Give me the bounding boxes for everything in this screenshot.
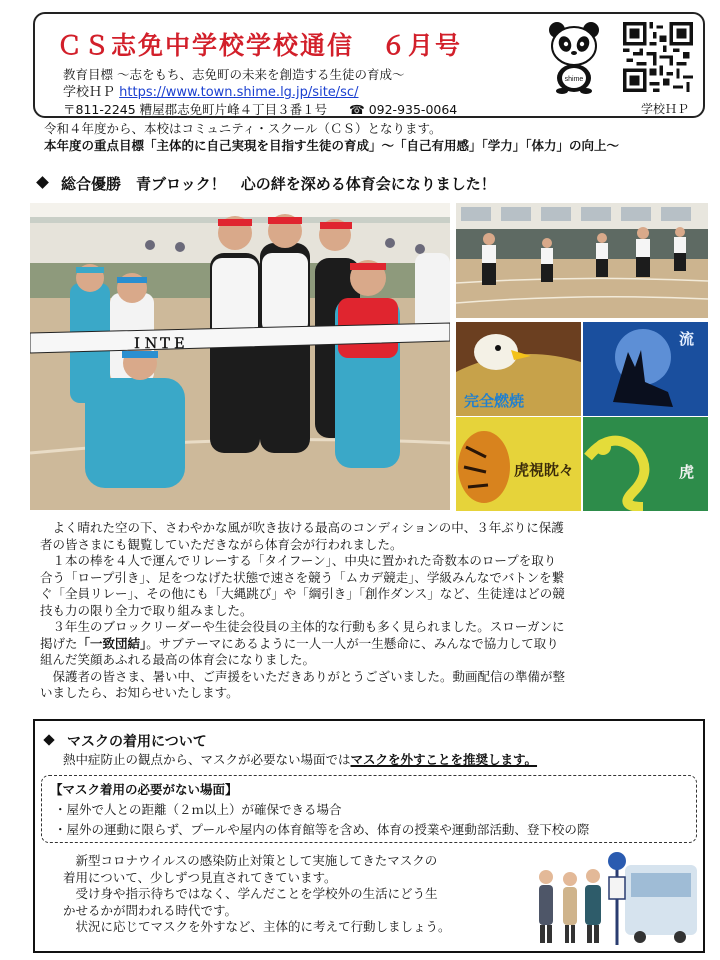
school-hp-line xyxy=(63,81,358,100)
slogan-text: 「一致団結」 xyxy=(77,635,147,651)
mask-not-needed-box xyxy=(41,775,697,843)
mask-not-needed-title: 【マスク着用の必要がない場面】 xyxy=(50,782,238,797)
mask-heading xyxy=(45,731,207,751)
mask-intro: 熱中症防止の観点から、マスクが必要ない場面ではマスクを外すことを推奨します。 xyxy=(63,752,538,767)
school-hp-link[interactable]: https://www.town.shime.lg.jp/site/sc/ xyxy=(119,85,359,100)
mask-paragraph: 新型コロナウイルスの感染防止対策として実施してきたマスクの 着用について、少しずつ見直されてきています。 受け身や指示待ちではなく、学んだことを学校外の生活にどう生 かせるかが問われる時代です。 状況に応じてマスクを外すなど、主体的に考えて行動しましょう。 xyxy=(63,853,451,934)
article-line: いましたら、お知らせいたします。 xyxy=(40,685,239,700)
newsletter-header xyxy=(33,12,705,118)
sports-festival-article xyxy=(40,520,712,702)
wolf-flag-image xyxy=(583,322,708,416)
list-item: ・屋外で人との距離（２ｍ以上）が確保できる場合 xyxy=(54,802,342,817)
hp-label: 学校ＨＰ xyxy=(63,85,116,100)
mask-recommendation: マスクを外すことを推奨します。 xyxy=(350,752,538,767)
school-address: 〒811-2245 糟屋郡志免町片峰４丁目３番１号 xyxy=(63,102,328,117)
panda-mascot-icon xyxy=(543,20,605,94)
cs-announcement: 令和４年度から、本校はコミュニティ・スクール（ＣＳ）となります。 xyxy=(44,121,442,136)
newsletter-title: ＣＳ志免中学校学校通信 ６月号 xyxy=(57,31,463,60)
svg-text:虎視眈々: 虎視眈々 xyxy=(514,461,575,479)
finish-tape-text: ＩＮＴＥ xyxy=(130,335,186,351)
qr-caption: 学校ＨＰ xyxy=(640,102,689,116)
svg-text:shime: shime xyxy=(564,76,584,83)
relay-race-photo xyxy=(456,203,708,318)
school-address-line xyxy=(63,100,457,118)
article-line: 合う「ロープ引き」、足をつなげた状態で速さを競う「ムカデ競走」、学級みんなでバトンを繋 xyxy=(40,569,565,585)
sports-festival-heading-text: 総合優勝 青ブロック！ 心の絆を深める体育会になりました！ xyxy=(61,175,496,193)
svg-text:流: 流 xyxy=(679,330,695,348)
article-line: 掲げた「一致団結」。サブテーマにあるように一人一人が一生懸命に、みんなで協力して取り xyxy=(40,635,559,651)
article-line: 保護者の皆さま、暑い中、ご声援をいただきありがとうございました。動画配信の準備が整 xyxy=(40,668,566,684)
tiger-flag-image xyxy=(456,417,581,511)
article-line: 組んだ笑顔あふれる最高の体育会になりました。 xyxy=(40,652,316,667)
school-phone: ☎ 092-935-0064 xyxy=(349,102,458,117)
article-line: ぐ「全員リレー」、その他にも「大縄跳び」や「綱引き」「創作ダンス」など、生徒達はどの競 xyxy=(40,586,565,601)
svg-text:虎: 虎 xyxy=(679,463,695,481)
tug-race-photo xyxy=(30,203,450,510)
mask-heading-text: マスクの着用について xyxy=(67,734,207,750)
sports-festival-heading xyxy=(38,173,496,194)
article-line: よく晴れた空の下、さわやかな風が吹き抜ける最高のコンディションの中、３年ぶりに保護 xyxy=(40,520,564,535)
svg-text:完全燃焼: 完全燃焼 xyxy=(464,392,525,410)
bus-stop-illustration xyxy=(525,845,697,947)
dragon-flag-image xyxy=(583,417,708,511)
list-item: ・屋外の運動に限らず、プールや屋内の体育館等を含め、体育の授業や運動部活動、登下校の際 xyxy=(54,822,590,837)
article-line: １本の棒を４人で運んでリレーする「タイフーン」、中央に置かれた奇数本のロープを取り xyxy=(40,553,557,568)
article-line: 技も力の限り全力で取り組みました。 xyxy=(40,602,253,618)
diamond-bullet-icon xyxy=(43,734,54,745)
eagle-flag-image xyxy=(456,322,581,416)
qr-code-icon[interactable] xyxy=(623,22,693,92)
article-line: 者の皆さまにも観覧していただきながら体育会が行われました。 xyxy=(40,536,403,552)
article-line: ３年生のブロックリーダーや生徒会役員の主体的な行動も多く見られました。スローガンに xyxy=(40,619,565,634)
mask-guidance-box xyxy=(33,719,705,953)
education-goal: 教育目標 ～志をもち、志免町の未来を創造する生徒の育成～ xyxy=(63,67,405,82)
diamond-bullet-icon xyxy=(36,176,49,189)
annual-focus-goal: 本年度の重点目標「主体的に自己実現を目指す生徒の育成」～「自己有用感」「学力」「体力」の向上～ xyxy=(44,138,620,153)
